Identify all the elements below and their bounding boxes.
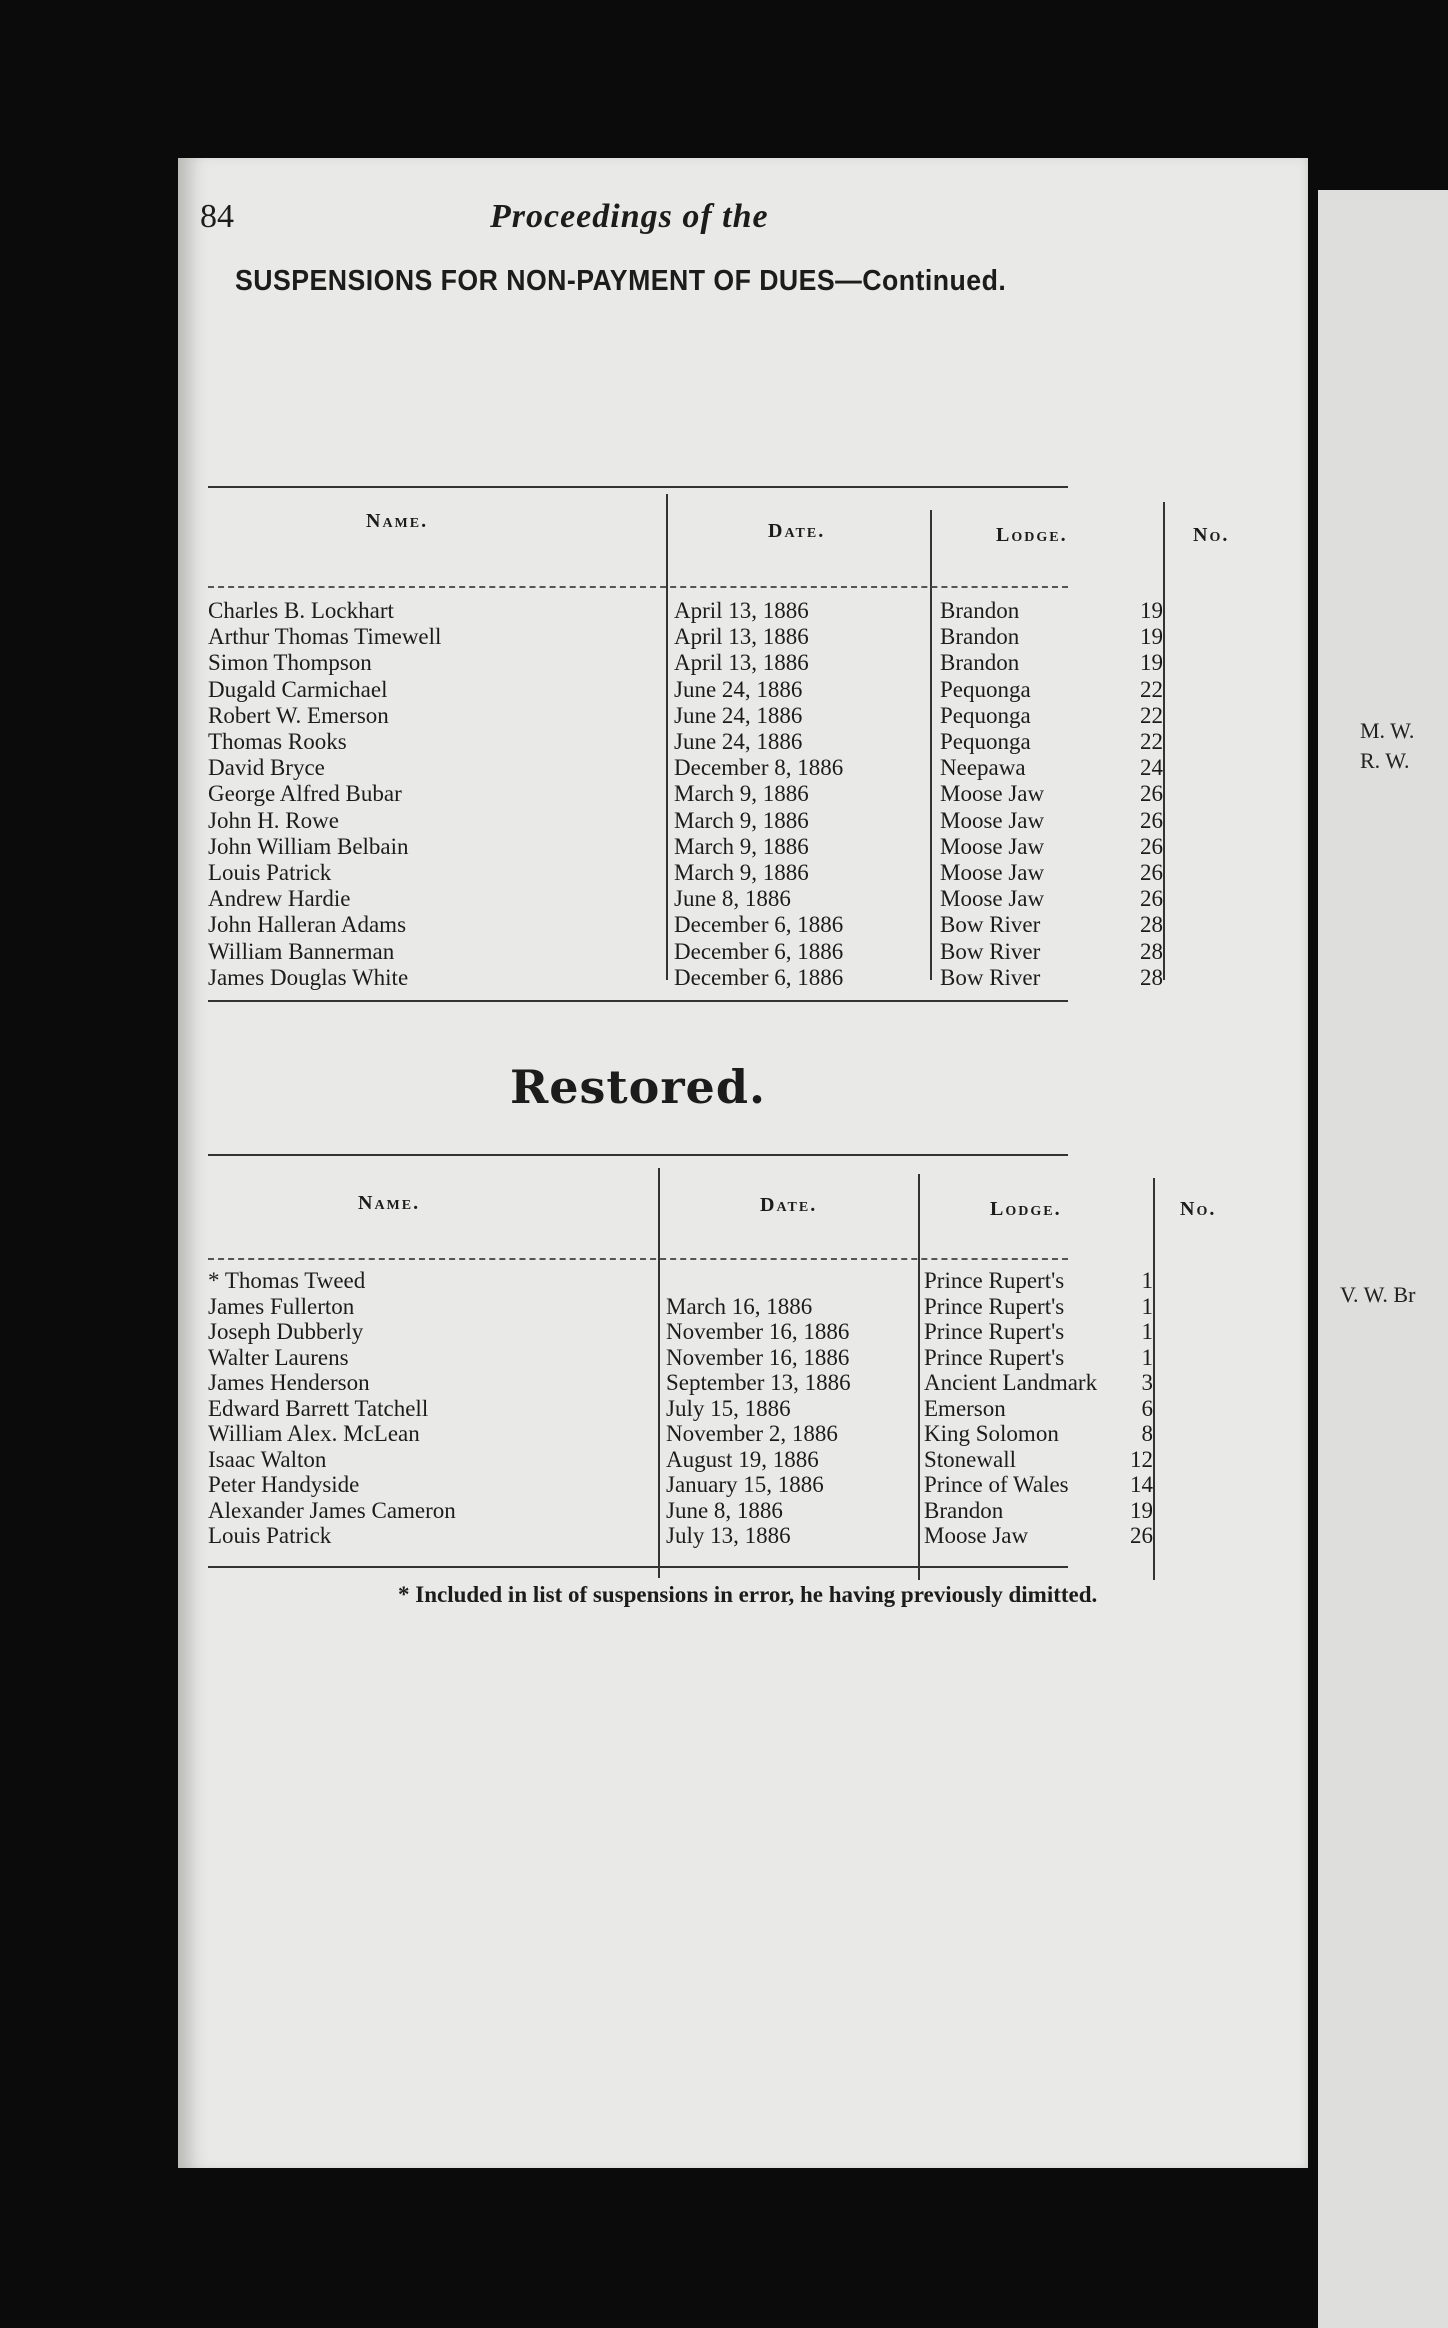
table-row — [208, 1523, 1153, 1549]
table-row — [208, 1344, 1153, 1371]
cell-no: 26 — [1140, 860, 1163, 885]
cell-date: November 2, 1886 — [666, 1421, 838, 1446]
cell-lodge: Brandon — [940, 650, 1020, 676]
table-row — [208, 781, 1163, 807]
cell-no: 19 — [1140, 624, 1163, 650]
cell-no: 12 — [1130, 1446, 1153, 1472]
cell-date: December 6, 1886 — [674, 964, 844, 990]
running-title: Proceedings of the — [490, 198, 769, 235]
cell-date: January 15, 1886 — [666, 1472, 824, 1497]
cell-no: 22 — [1140, 729, 1163, 754]
cell-name: James Henderson — [208, 1370, 370, 1395]
cell-name: Robert W. Emerson — [208, 702, 389, 728]
cell-name: Joseph Dubberly — [208, 1319, 364, 1344]
adjacent-page-edge — [1318, 190, 1448, 2328]
page-number: 84 — [200, 198, 234, 235]
cell-no: 14 — [1130, 1472, 1153, 1497]
cell-name: Walter Laurens — [208, 1344, 349, 1370]
cell-no: 1 — [1141, 1293, 1153, 1319]
cell-name: Arthur Thomas Timewell — [208, 624, 442, 650]
cell-date: March 9, 1886 — [674, 807, 809, 833]
footnote: * Included in list of suspensions in error, he having previously dimitted. — [398, 1582, 1098, 1607]
cell-lodge: Prince of Wales — [924, 1472, 1069, 1497]
cell-no: 19 — [1130, 1497, 1153, 1523]
cell-date: December 6, 1886 — [674, 938, 844, 964]
cell-lodge: Moose Jaw — [940, 781, 1045, 807]
column-divider — [1153, 1178, 1155, 1580]
table-row — [208, 1395, 1153, 1422]
cell-name: George Alfred Bubar — [208, 781, 402, 807]
table-row — [208, 833, 1163, 860]
table-row — [208, 807, 1163, 834]
adjacent-page-fragment: V. W. Br — [1340, 1282, 1416, 1307]
cell-name: James Fullerton — [208, 1293, 355, 1319]
cell-no: 1 — [1141, 1268, 1153, 1293]
col-header-name: Name. — [358, 1192, 421, 1214]
cell-no: 22 — [1140, 676, 1163, 702]
header-dashed-rule — [208, 1258, 1068, 1260]
cell-no: 8 — [1141, 1421, 1153, 1446]
cell-no: 1 — [1141, 1319, 1153, 1344]
cell-lodge: Pequonga — [940, 702, 1031, 728]
col-header-no: No. — [1193, 524, 1230, 546]
table-row — [208, 1421, 1153, 1447]
cell-date: April 13, 1886 — [674, 624, 809, 650]
suspensions-table — [208, 480, 1230, 1010]
cell-date: April 13, 1886 — [674, 650, 809, 676]
cell-lodge: Bow River — [940, 964, 1041, 990]
cell-date: December 8, 1886 — [674, 755, 844, 781]
cell-date: June 24, 1886 — [674, 702, 803, 728]
adjacent-page-fragment: M. W. — [1360, 718, 1415, 743]
cell-no: 3 — [1141, 1370, 1153, 1395]
cell-no: 6 — [1141, 1395, 1153, 1421]
cell-name: Peter Handyside — [208, 1472, 360, 1497]
cell-lodge: Emerson — [924, 1395, 1006, 1421]
cell-name: Louis Patrick — [208, 1523, 332, 1548]
cell-date: June 8, 1886 — [666, 1497, 783, 1523]
cell-lodge: Prince Rupert's — [924, 1268, 1065, 1293]
cell-lodge: Brandon — [940, 624, 1020, 650]
cell-date: March 9, 1886 — [674, 860, 809, 885]
cell-date: November 16, 1886 — [666, 1344, 850, 1370]
table-row — [208, 729, 1163, 755]
cell-lodge: Moose Jaw — [940, 833, 1045, 859]
header-dashed-rule — [208, 586, 1068, 588]
cell-name: Edward Barrett Tatchell — [208, 1395, 429, 1421]
cell-lodge: Moose Jaw — [940, 860, 1045, 885]
table-top-rule — [208, 1154, 1068, 1156]
table-row — [208, 598, 1163, 624]
col-header-no: No. — [1180, 1198, 1217, 1220]
table-row — [208, 860, 1163, 886]
cell-no: 28 — [1140, 964, 1163, 990]
col-header-lodge: Lodge. — [990, 1198, 1062, 1220]
cell-name: William Bannerman — [208, 938, 395, 964]
table-row — [208, 964, 1163, 991]
adjacent-page-fragment: R. W. — [1360, 748, 1410, 773]
cell-no: 26 — [1140, 781, 1163, 807]
cell-no: 28 — [1140, 912, 1163, 938]
cell-no: 26 — [1140, 886, 1163, 912]
cell-name: David Bryce — [208, 755, 325, 781]
cell-date: December 6, 1886 — [674, 912, 844, 938]
cell-lodge: Brandon — [940, 598, 1020, 623]
cell-no: 22 — [1140, 702, 1163, 728]
cell-no: 26 — [1140, 833, 1163, 859]
table-row — [208, 676, 1163, 703]
cell-date: July 15, 1886 — [666, 1395, 791, 1421]
cell-no: 1 — [1141, 1344, 1153, 1370]
cell-name: Simon Thompson — [208, 650, 372, 676]
table-row — [208, 1293, 1153, 1320]
table-row — [208, 912, 1163, 938]
cell-lodge: Moose Jaw — [924, 1523, 1029, 1548]
restored-heading: Restored. — [510, 1060, 767, 1114]
cell-no: 26 — [1130, 1523, 1153, 1548]
cell-no: 19 — [1140, 650, 1163, 676]
cell-date: August 19, 1886 — [666, 1446, 819, 1472]
cell-name: Thomas Rooks — [208, 729, 347, 754]
cell-date: March 16, 1886 — [666, 1293, 813, 1319]
cell-name: * Thomas Tweed — [208, 1268, 366, 1293]
cell-lodge: Stonewall — [924, 1446, 1016, 1472]
table-row — [208, 1472, 1153, 1498]
table-row — [208, 886, 1163, 912]
table-row — [208, 650, 1163, 676]
cell-name: John Halleran Adams — [208, 912, 407, 938]
cell-name: Dugald Carmichael — [208, 676, 388, 702]
cell-lodge: Prince Rupert's — [924, 1344, 1065, 1370]
cell-lodge: Moose Jaw — [940, 807, 1045, 833]
cell-date: July 13, 1886 — [666, 1523, 791, 1548]
cell-no: 28 — [1140, 938, 1163, 964]
cell-name: John William Belbain — [208, 833, 409, 859]
cell-lodge: Pequonga — [940, 676, 1031, 702]
running-header — [200, 198, 1100, 258]
table-row — [208, 1497, 1153, 1524]
table-row — [208, 624, 1163, 650]
cell-name: Alexander James Cameron — [208, 1497, 456, 1523]
cell-no: 19 — [1140, 598, 1163, 623]
table-row — [208, 1319, 1153, 1345]
cell-name: Louis Patrick — [208, 860, 332, 885]
cell-no: 24 — [1140, 755, 1163, 781]
cell-name: Isaac Walton — [208, 1446, 327, 1472]
cell-date: June 8, 1886 — [674, 886, 791, 912]
cell-date: April 13, 1886 — [674, 598, 809, 623]
cell-name: John H. Rowe — [208, 807, 339, 833]
cell-lodge: Ancient Landmark — [924, 1370, 1098, 1395]
table-row — [208, 938, 1163, 965]
cell-date: June 24, 1886 — [674, 729, 803, 754]
table-row — [208, 702, 1163, 729]
cell-lodge: Moose Jaw — [940, 886, 1045, 912]
cell-no: 26 — [1140, 807, 1163, 833]
cell-name: Charles B. Lockhart — [208, 598, 394, 623]
restored-table — [208, 1148, 1217, 1568]
cell-name: James Douglas White — [208, 964, 409, 990]
cell-lodge: Neepawa — [940, 755, 1026, 781]
col-header-date: Date. — [760, 1194, 818, 1216]
cell-lodge: Bow River — [940, 938, 1041, 964]
cell-lodge: Bow River — [940, 912, 1041, 938]
section-title: SUSPENSIONS FOR NON-PAYMENT OF DUES—Continued. — [235, 265, 1007, 297]
table-row — [208, 1370, 1153, 1396]
table-row — [208, 755, 1163, 781]
table-bottom-rule — [208, 1566, 1068, 1568]
cell-lodge: Prince Rupert's — [924, 1293, 1065, 1319]
cell-name: William Alex. McLean — [208, 1421, 420, 1446]
cell-date: November 16, 1886 — [666, 1319, 850, 1344]
table-row — [208, 1446, 1153, 1473]
cell-lodge: Pequonga — [940, 729, 1031, 754]
column-divider — [1163, 502, 1165, 980]
col-header-date: Date. — [768, 520, 826, 542]
cell-lodge: Prince Rupert's — [924, 1319, 1065, 1344]
table-row — [208, 1268, 1153, 1294]
cell-name: Andrew Hardie — [208, 886, 351, 912]
cell-lodge: King Solomon — [924, 1421, 1059, 1446]
table-bottom-rule — [208, 1000, 1068, 1002]
cell-lodge: Brandon — [924, 1497, 1004, 1523]
cell-date: March 9, 1886 — [674, 833, 809, 859]
col-header-lodge: Lodge. — [996, 524, 1068, 546]
cell-date: September 13, 1886 — [666, 1370, 851, 1395]
col-header-name: Name. — [366, 510, 429, 532]
cell-date: March 9, 1886 — [674, 781, 809, 807]
table-top-rule — [208, 486, 1068, 488]
cell-date: June 24, 1886 — [674, 676, 803, 702]
